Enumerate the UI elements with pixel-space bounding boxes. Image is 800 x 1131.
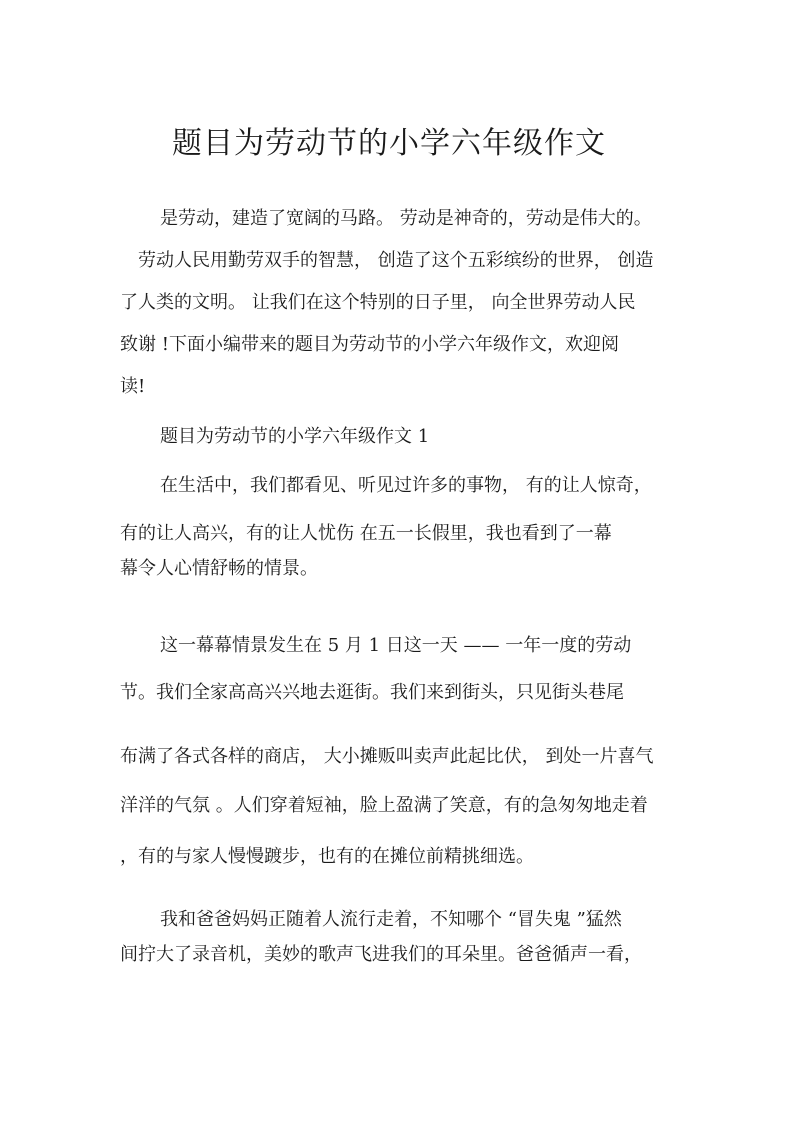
- text-line: 这一幕幕情景发生在 5 月 1 日这一天 —— 一年一度的劳动: [160, 635, 632, 656]
- text-line: 是劳动，建造了宽阔的马路。 劳动是神奇的，劳动是伟大的。: [160, 208, 652, 229]
- document-title: 题目为劳动节的小学六年级作文: [172, 126, 606, 161]
- text-line: 劳动人民用勤劳双手的智慧， 创造了这个五彩缤纷的世界， 创造: [138, 250, 654, 271]
- text-line: 读!: [120, 376, 146, 397]
- text-line: 节。我们全家高高兴兴地去逛街。我们来到街头，只见街头巷尾: [120, 682, 624, 703]
- section-heading: 题目为劳动节的小学六年级作文 1: [160, 426, 430, 447]
- text-line: ，有的与家人慢慢踱步，也有的在摊位前精挑细选。: [120, 846, 534, 867]
- text-line: 幕令人心情舒畅的情景。: [120, 558, 318, 579]
- text-line: 洋洋的气氛 。人们穿着短袖，脸上盈满了笑意，有的急匆匆地走着: [120, 795, 648, 816]
- text-line: 在生活中，我们都看见、听见过许多的事物， 有的让人惊奇，: [160, 475, 652, 496]
- text-line: 有的让人高兴，有的让人忧伤 在五一长假里，我也看到了一幕: [120, 523, 612, 544]
- text-line: 布满了各式各样的商店， 大小摊贩叫卖声此起比伏， 到处一片喜气: [120, 746, 654, 767]
- text-line: 间拧大了录音机，美妙的歌声飞进我们的耳朵里。爸爸循声一看，: [120, 944, 642, 965]
- text-line: 致谢 !下面小编带来的题目为劳动节的小学六年级作文，欢迎阅: [120, 334, 619, 355]
- text-line: 我和爸爸妈妈正随着人流行走着，不知哪个 “冒失鬼 ”猛然: [160, 909, 622, 930]
- text-line: 了人类的文明。 让我们在这个特别的日子里， 向全世界劳动人民: [120, 292, 636, 313]
